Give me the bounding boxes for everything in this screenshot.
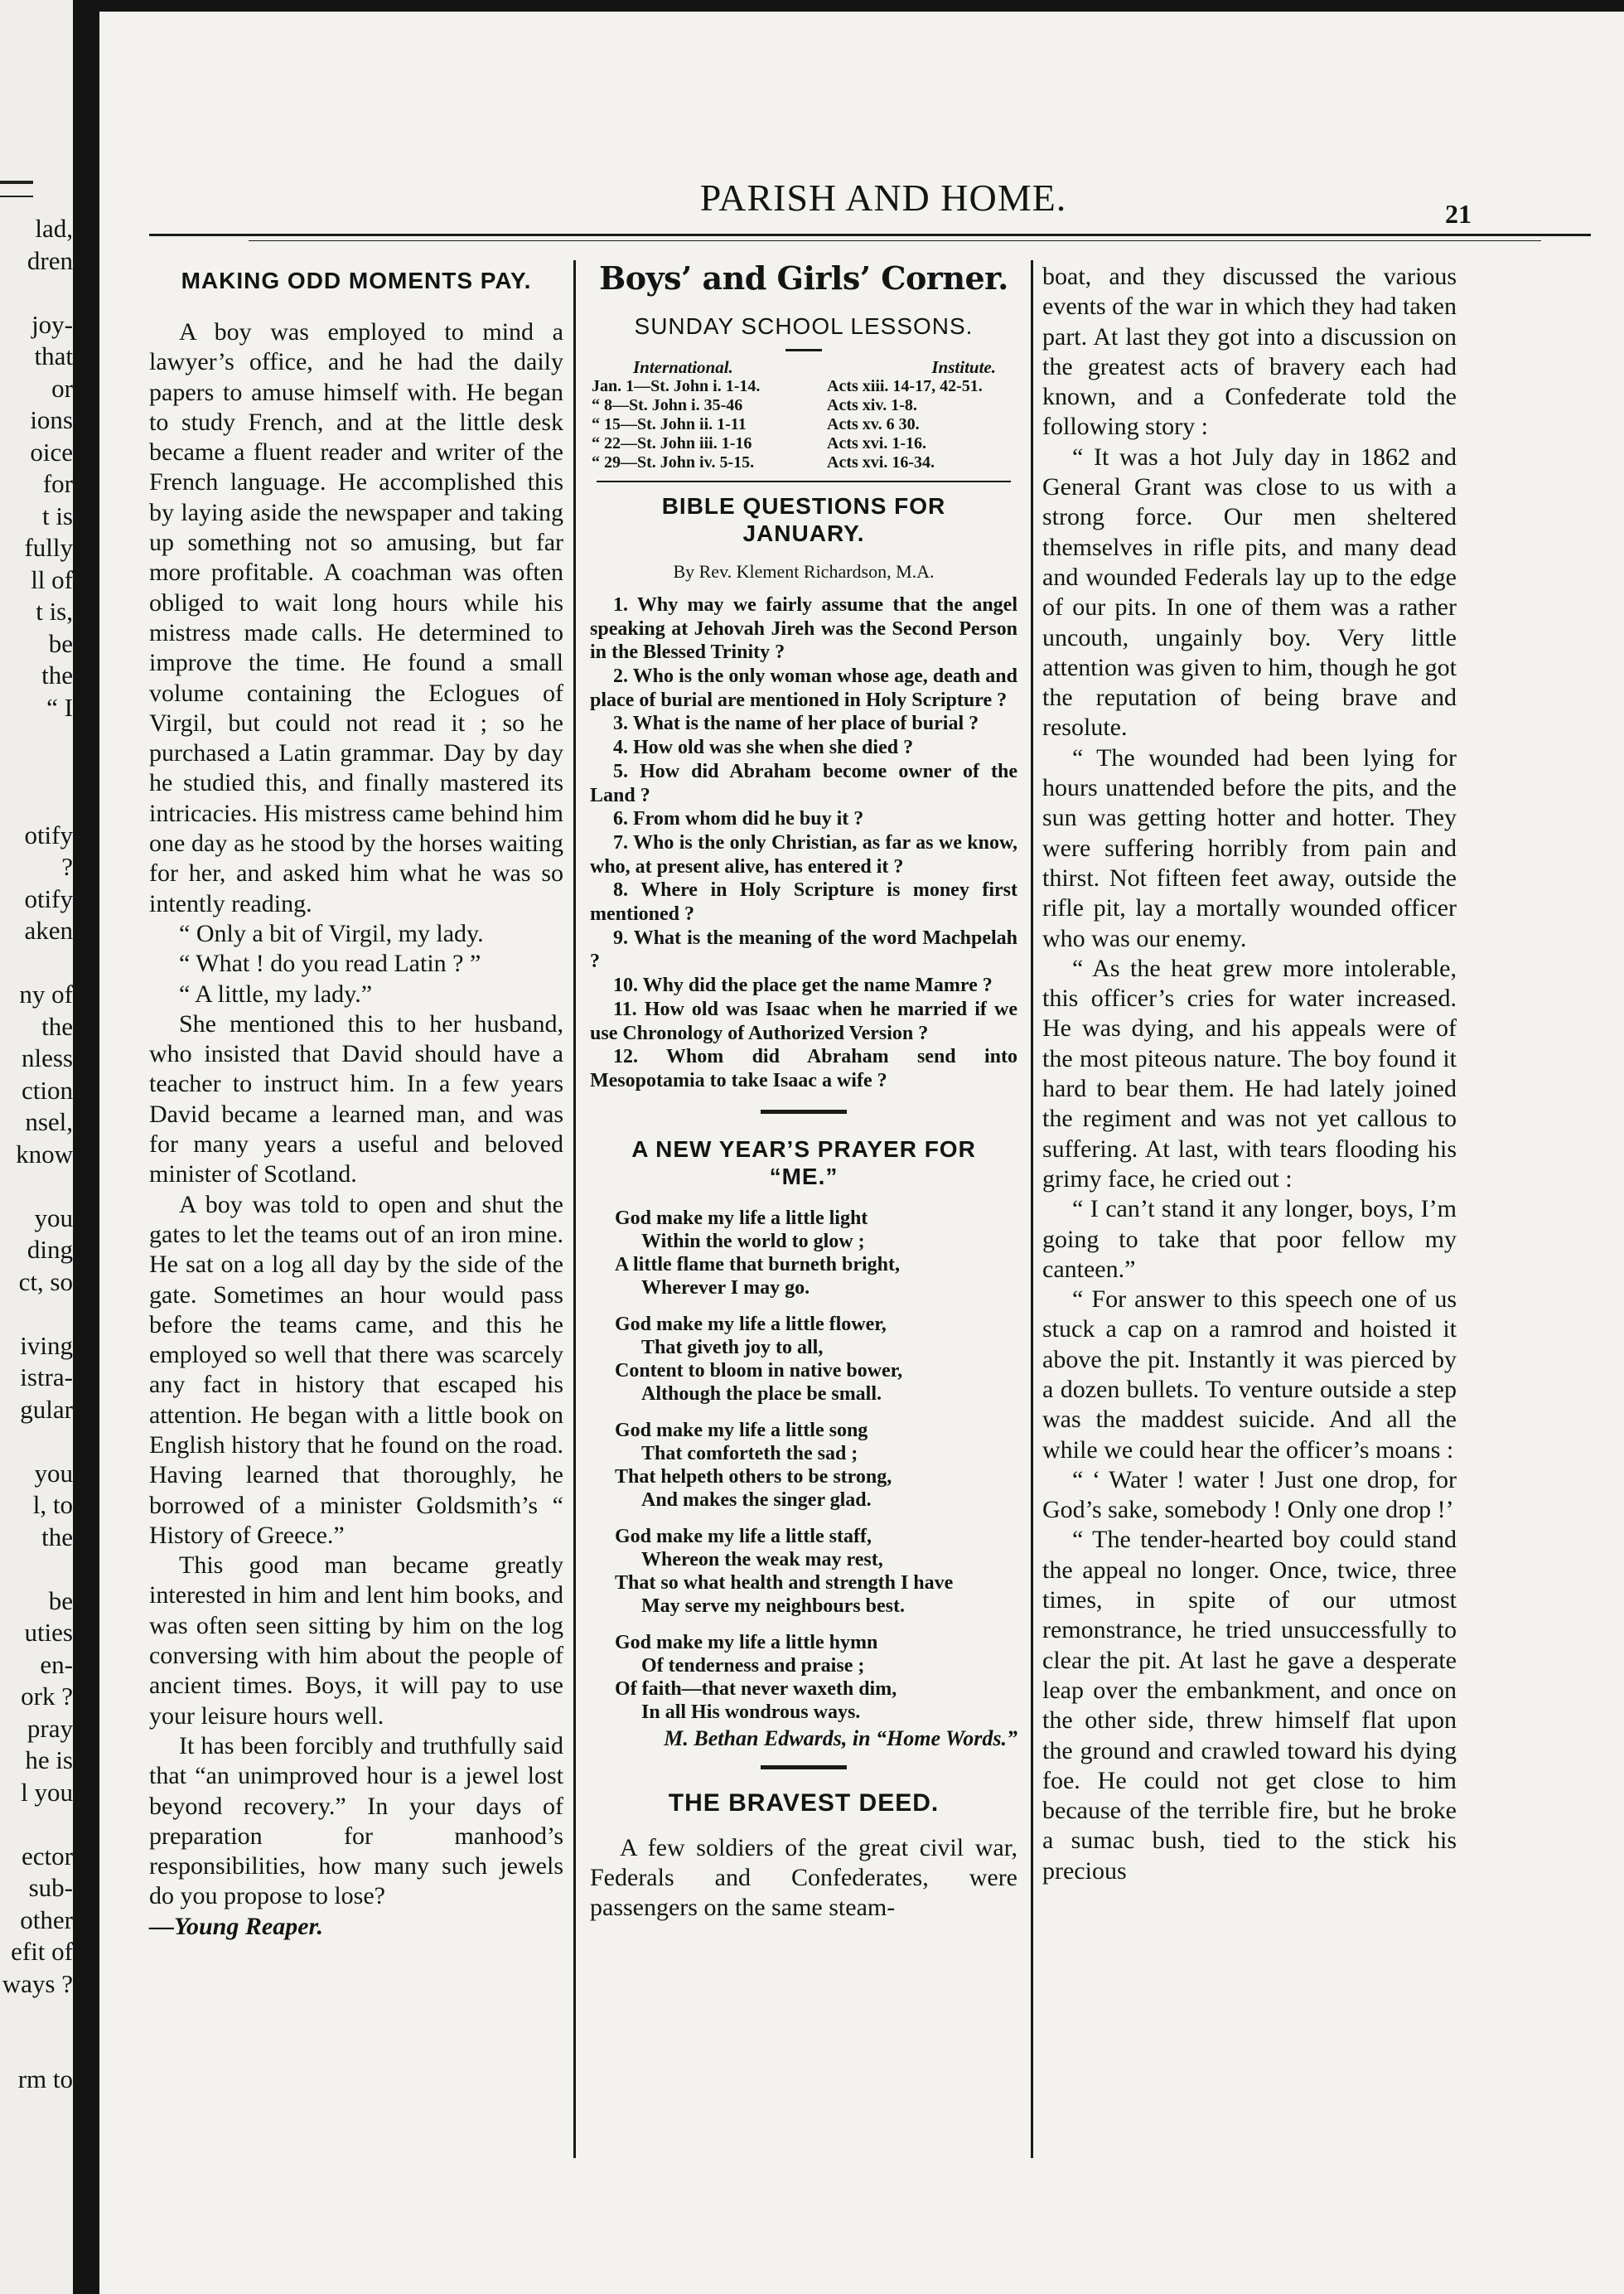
column-boys-girls-corner [590,260,1017,1924]
previous-page-fragment: otify [24,883,73,913]
previous-page-fragment: t is, [36,597,73,626]
paragraph: “ I can’t stand it any longer, boys, I’m going to take that poor fellow my canteen.” [1042,1195,1457,1283]
lessons-col-international: International. [633,356,733,377]
question-item: 5. How did Abraham become owner of the Land ? [590,760,1017,806]
previous-page-fragment: uties [24,1618,73,1647]
poem-line: God make my life a little song [615,1419,868,1441]
previous-page-fragment: fully [24,533,73,562]
previous-page-fragment: “ I [46,692,73,722]
lessons-row [590,415,1017,434]
previous-page-fragment: nless [22,1043,73,1072]
poem-line: Of tenderness and praise ; [641,1654,865,1677]
lessons-row [590,377,1017,396]
poem-line: May serve my neighbours best. [641,1595,905,1617]
previous-page-fragment: other [20,1904,73,1934]
lessons-col-institute: Institute. [931,356,996,377]
question-item: 11. How old was Isaac when he married if we use Chronology of Authorized Version ? [590,998,1017,1044]
paragraph: “ What ! do you read Latin ? ” [179,950,481,978]
paragraph: “ The wounded had been lying for hours unattended before the pits, and the sun was getting hotter and hotter. They were suffering horribly from pain and thirst. Not fifteen feet away, outside the rifle pit, lay a mortally wounded officer who was our enemy. [1042,743,1457,952]
previous-page-fragment: efit of [11,1937,73,1966]
previous-page-fragment: lad, [35,214,73,243]
poem-line: God make my life a little staff, [615,1525,872,1547]
previous-page-fragment: ny of [19,980,73,1009]
header-rule-bottom [249,240,1541,241]
lessons-row [590,453,1017,472]
previous-page-fragment: ction [22,1075,73,1105]
previous-page-fragment: ions [30,405,73,434]
previous-page-fragment: ways ? [2,1968,73,1998]
lesson-institute: Acts xiii. 14-17, 42-51. [827,376,983,395]
question-item: 4. How old was she when she died ? [613,737,914,759]
lesson-institute: Acts xv. 6 30. [827,414,920,433]
page-number: 21 [1445,199,1472,229]
prayer-heading: A NEW YEAR’S PRAYER FOR “ME.” [631,1135,976,1189]
previous-page-fragment: be [48,1585,73,1615]
previous-page-fragment: nsel, [25,1107,73,1136]
poem-line: That helpeth others to be strong, [615,1465,892,1488]
poem-stanza [590,1525,1017,1618]
previous-page-fragment: pray [27,1713,73,1743]
previous-page-fragment: you [34,1203,73,1232]
lesson-institute: Acts xiv. 1-8. [827,395,917,414]
poem-line: In all His wondrous ways. [641,1701,861,1723]
question-item: 3. What is the name of her place of burial ? [613,713,979,735]
previous-page-fragment: joy- [31,309,73,339]
previous-page-fragment: ? [61,852,73,881]
poem-line: God make my life a little light [615,1207,868,1229]
previous-page-fragment: he is [25,1745,73,1774]
previous-page-margin [0,0,73,2294]
lessons-header-row [590,358,1017,377]
previous-page-fragment: ct, so [18,1266,73,1296]
questions-list [590,593,1017,1093]
article-heading: MAKING ODD MOMENTS PAY. [181,268,532,293]
section-rule [597,481,1011,482]
paragraph: boat, and they discussed the various events of the war in which they had taken part. At last they got into a discussion on the greatest acts of bravery each had known, and a Confederate told the following story : [1042,263,1457,441]
page-header-title: PARISH AND HOME. [699,177,1067,219]
poem-line: A little flame that burneth bright, [615,1253,900,1275]
previous-page-fragment: rm to [17,2064,73,2093]
paragraph: “ The tender-hearted boy could stand the appeal no longer. Once, twice, three times, in spite of our utmost remonstrance, he tried unsuccessfully to clear the pit. At last he gave a desperate leap over the embankment, and once on the other side, threw himself flat upon the ground and crawled toward his dying foe. He could not get close to him because of the terrible fire, but he broke a sumac bush, tied to the stick his precious [1042,1526,1457,1885]
previous-page-fragment: en- [40,1649,73,1679]
bravest-heading: THE BRAVEST DEED. [668,1788,940,1817]
paragraph: A boy was employed to mind a lawyer’s office, and he had the daily papers to amuse himself with. He began to study French, and at the little desk became a fluent reader and writer of the French language. He accomplished this by laying aside the newspaper and taking up something not so amusing, but far more profitable. A coachman was often obliged to wait long hours while his mistress made calls. He determined to improve the time. He found a small volume containing the Eclogues of Virgil, but could not read it ; so he purchased a Latin grammar. Day by day he studied this, and finally mastered its intricacies. His mistress came behind him one day as he stood by the horses waiting for her, and asked him what he was so intently reading. [149,318,563,917]
poem-line: That giveth joy to all, [641,1336,824,1358]
previous-page-fragment: that [34,341,73,370]
previous-page-fragment: for [42,469,73,498]
poem-credit: M. Bethan Edwards, in “Home Words.” [664,1725,1017,1750]
section-title: Boys’ and Girls’ Corner. [599,259,1008,297]
question-item: 7. Who is the only Christian, as far as we know, who, at present alive, has entered it ? [590,831,1017,878]
prayer-poem [590,1207,1017,1750]
header-rule-top [149,234,1591,236]
lesson-international: Jan. 1—St. John i. 1-14. [592,376,761,395]
lessons-table [590,358,1017,472]
lesson-international: “ 15—St. John ii. 1-11 [592,414,747,433]
column-divider-right [1031,260,1033,2158]
article-signature: —Young Reaper. [149,1912,324,1940]
lesson-institute: Acts xvi. 16-34. [827,453,935,472]
paragraph: This good man became greatly interested in him and lent him books, and was often seen sitting by him on the log conversing with him about the people of ancient times. Boys, it will pay to use your leisure hours well. [149,1551,563,1730]
lesson-institute: Acts xvi. 1-16. [827,433,926,453]
previous-page-fragment: ector [22,1841,73,1871]
question-item: 1. Why may we fairly assume that the angel speaking at Jehovah Jireh was the Second Person in the Blessed Trinity ? [590,593,1017,664]
poem-stanza [590,1631,1017,1724]
paragraph: “ As the heat grew more intolerable, this officer’s cries for water increased. He was dying, and his appeals were of the most piteous nature. The boy found it hard to bear them. He had lately joined the regiment and was not yet callous to suffering. At last, with tears flooding his grimy face, he cried out : [1042,954,1457,1193]
newspaper-page [99,12,1624,2294]
previous-page-fragment: iving [20,1330,73,1360]
paragraph: “ A little, my lady.” [179,980,373,1008]
lessons-row [590,396,1017,415]
previous-page-fragment: the [41,661,73,690]
poem-line: Of faith—that never waxeth dim, [615,1677,897,1700]
poem-line: That so what health and strength I have [615,1571,954,1594]
poem-line: Within the world to glow ; [641,1230,865,1252]
question-item: 8. Where in Holy Scripture is money first mentioned ? [590,879,1017,926]
previous-page-fragment: istra- [20,1362,73,1391]
previous-page-fragment: otify [24,820,73,849]
paragraph: A few soldiers of the great civil war, Federals and Confederates, were passengers on the same steam- [590,1833,1017,1922]
previous-page-fragment: l you [21,1777,73,1807]
question-item: 2. Who is the only woman whose age, death and place of burial are mentioned in Holy Scripture ? [590,665,1017,711]
paragraph: She mentioned this to her husband, who insisted that David should have a teacher to instruct him. In a few years David became a learned man, and was for many years a useful and beloved minister of Scotland. [149,1009,563,1188]
previous-page-fragment: be [48,628,73,658]
poem-line: Wherever I may go. [641,1276,810,1299]
paragraph: It has been forcibly and truthfully said that “an unimproved hour is a jewel lost beyond recovery.” In your days of preparation for manhood’s responsibilities, how many such jewels do you propose to lose? [149,1731,563,1910]
questions-heading: BIBLE QUESTIONS FOR JANUARY. [661,492,946,546]
paragraph: “ For answer to this speech one of us stuck a cap on a ramrod and hoisted it above the pit. Instantly it was pierced by a dozen bullets. To venture outside a step was the maddest suicide. And all the while we could hear the officer’s moans : [1042,1285,1457,1464]
previous-page-fragment: the [41,1011,73,1041]
poem-line: Whereon the weak may rest, [641,1548,883,1570]
lesson-international: “ 8—St. John i. 35-46 [592,395,743,414]
paragraph: “ It was a hot July day in 1862 and General Grant was close to us with a strong force. Our men sheltered themselves in rifle pits, and many dead and wounded Federals lay up to the edge of our pits. In one of them was a rather uncouth, ungainly boy. Very little attention was given to him, though he got the reputation of being brave and resolute. [1042,443,1457,742]
paragraph: “ Only a bit of Virgil, my lady. [179,919,484,947]
previous-page-fragment: ork ? [21,1682,73,1711]
question-item: 6. From whom did he buy it ? [613,808,864,830]
poem-stanza [590,1313,1017,1406]
section-rule [761,1110,847,1114]
lesson-international: “ 22—St. John iii. 1-16 [592,433,752,453]
lessons-title: SUNDAY SCHOOL LESSONS. [634,313,974,340]
paragraph: “ ‘ Water ! water ! Just one drop, for God’s sake, somebody ! Only one drop !’ [1042,1465,1457,1524]
previous-page-fragment: ll of [31,564,73,594]
poem-stanza [590,1419,1017,1512]
poem-line: God make my life a little flower, [615,1313,887,1335]
previous-page-fragment: l, to [32,1490,73,1519]
previous-page-fragment: or [51,373,73,403]
previous-page-fragment: t is [41,501,73,530]
question-item: 10. Why did the place get the name Mamre ? [613,975,993,997]
previous-page-fragment: know [16,1139,73,1169]
previous-page-fragment: you [34,1458,73,1488]
poem-stanza [590,1207,1017,1299]
poem-line: That comforteth the sad ; [641,1442,858,1464]
short-rule [785,349,822,351]
questions-byline: By Rev. Klement Richardson, M.A. [673,560,935,582]
previous-page-rule [0,181,33,197]
column-bravest-deed-cont [1042,262,1457,1886]
previous-page-fragment: gular [20,1394,73,1424]
previous-page-fragment: ding [27,1235,73,1264]
poem-line: God make my life a little hymn [615,1631,878,1653]
previous-page-fragment: dren [27,245,73,275]
poem-line: Although the place be small. [641,1382,882,1405]
poem-line: And makes the singer glad. [641,1488,872,1511]
question-item: 12. Whom did Abraham send into Mesopotamia to take Isaac a wife ? [590,1046,1017,1091]
article-body [149,317,563,1942]
lesson-international: “ 29—St. John iv. 5-15. [592,453,755,472]
question-item: 9. What is the meaning of the word Machpelah ? [590,927,1017,973]
poem-line: Content to bloom in native bower, [615,1359,903,1382]
previous-page-fragment: the [41,1522,73,1551]
lessons-row [590,434,1017,453]
previous-page-fragment: aken [24,916,73,945]
previous-page-fragment: sub- [28,1873,73,1902]
previous-page-fragment: oice [30,437,73,467]
section-rule [761,1765,847,1769]
paragraph: A boy was told to open and shut the gates to let the teams out of an iron mine. He sat on a log all day by the side of the gate. Sometimes an hour would pass before the teams came, and this he employed so well that there was scarcely any fact in history that escaped his attention. He began with a little book on English history that he found on the road. Having learned that thoroughly, he borrowed of a minister Goldsmith’s “ History of Greece.” [149,1190,563,1549]
